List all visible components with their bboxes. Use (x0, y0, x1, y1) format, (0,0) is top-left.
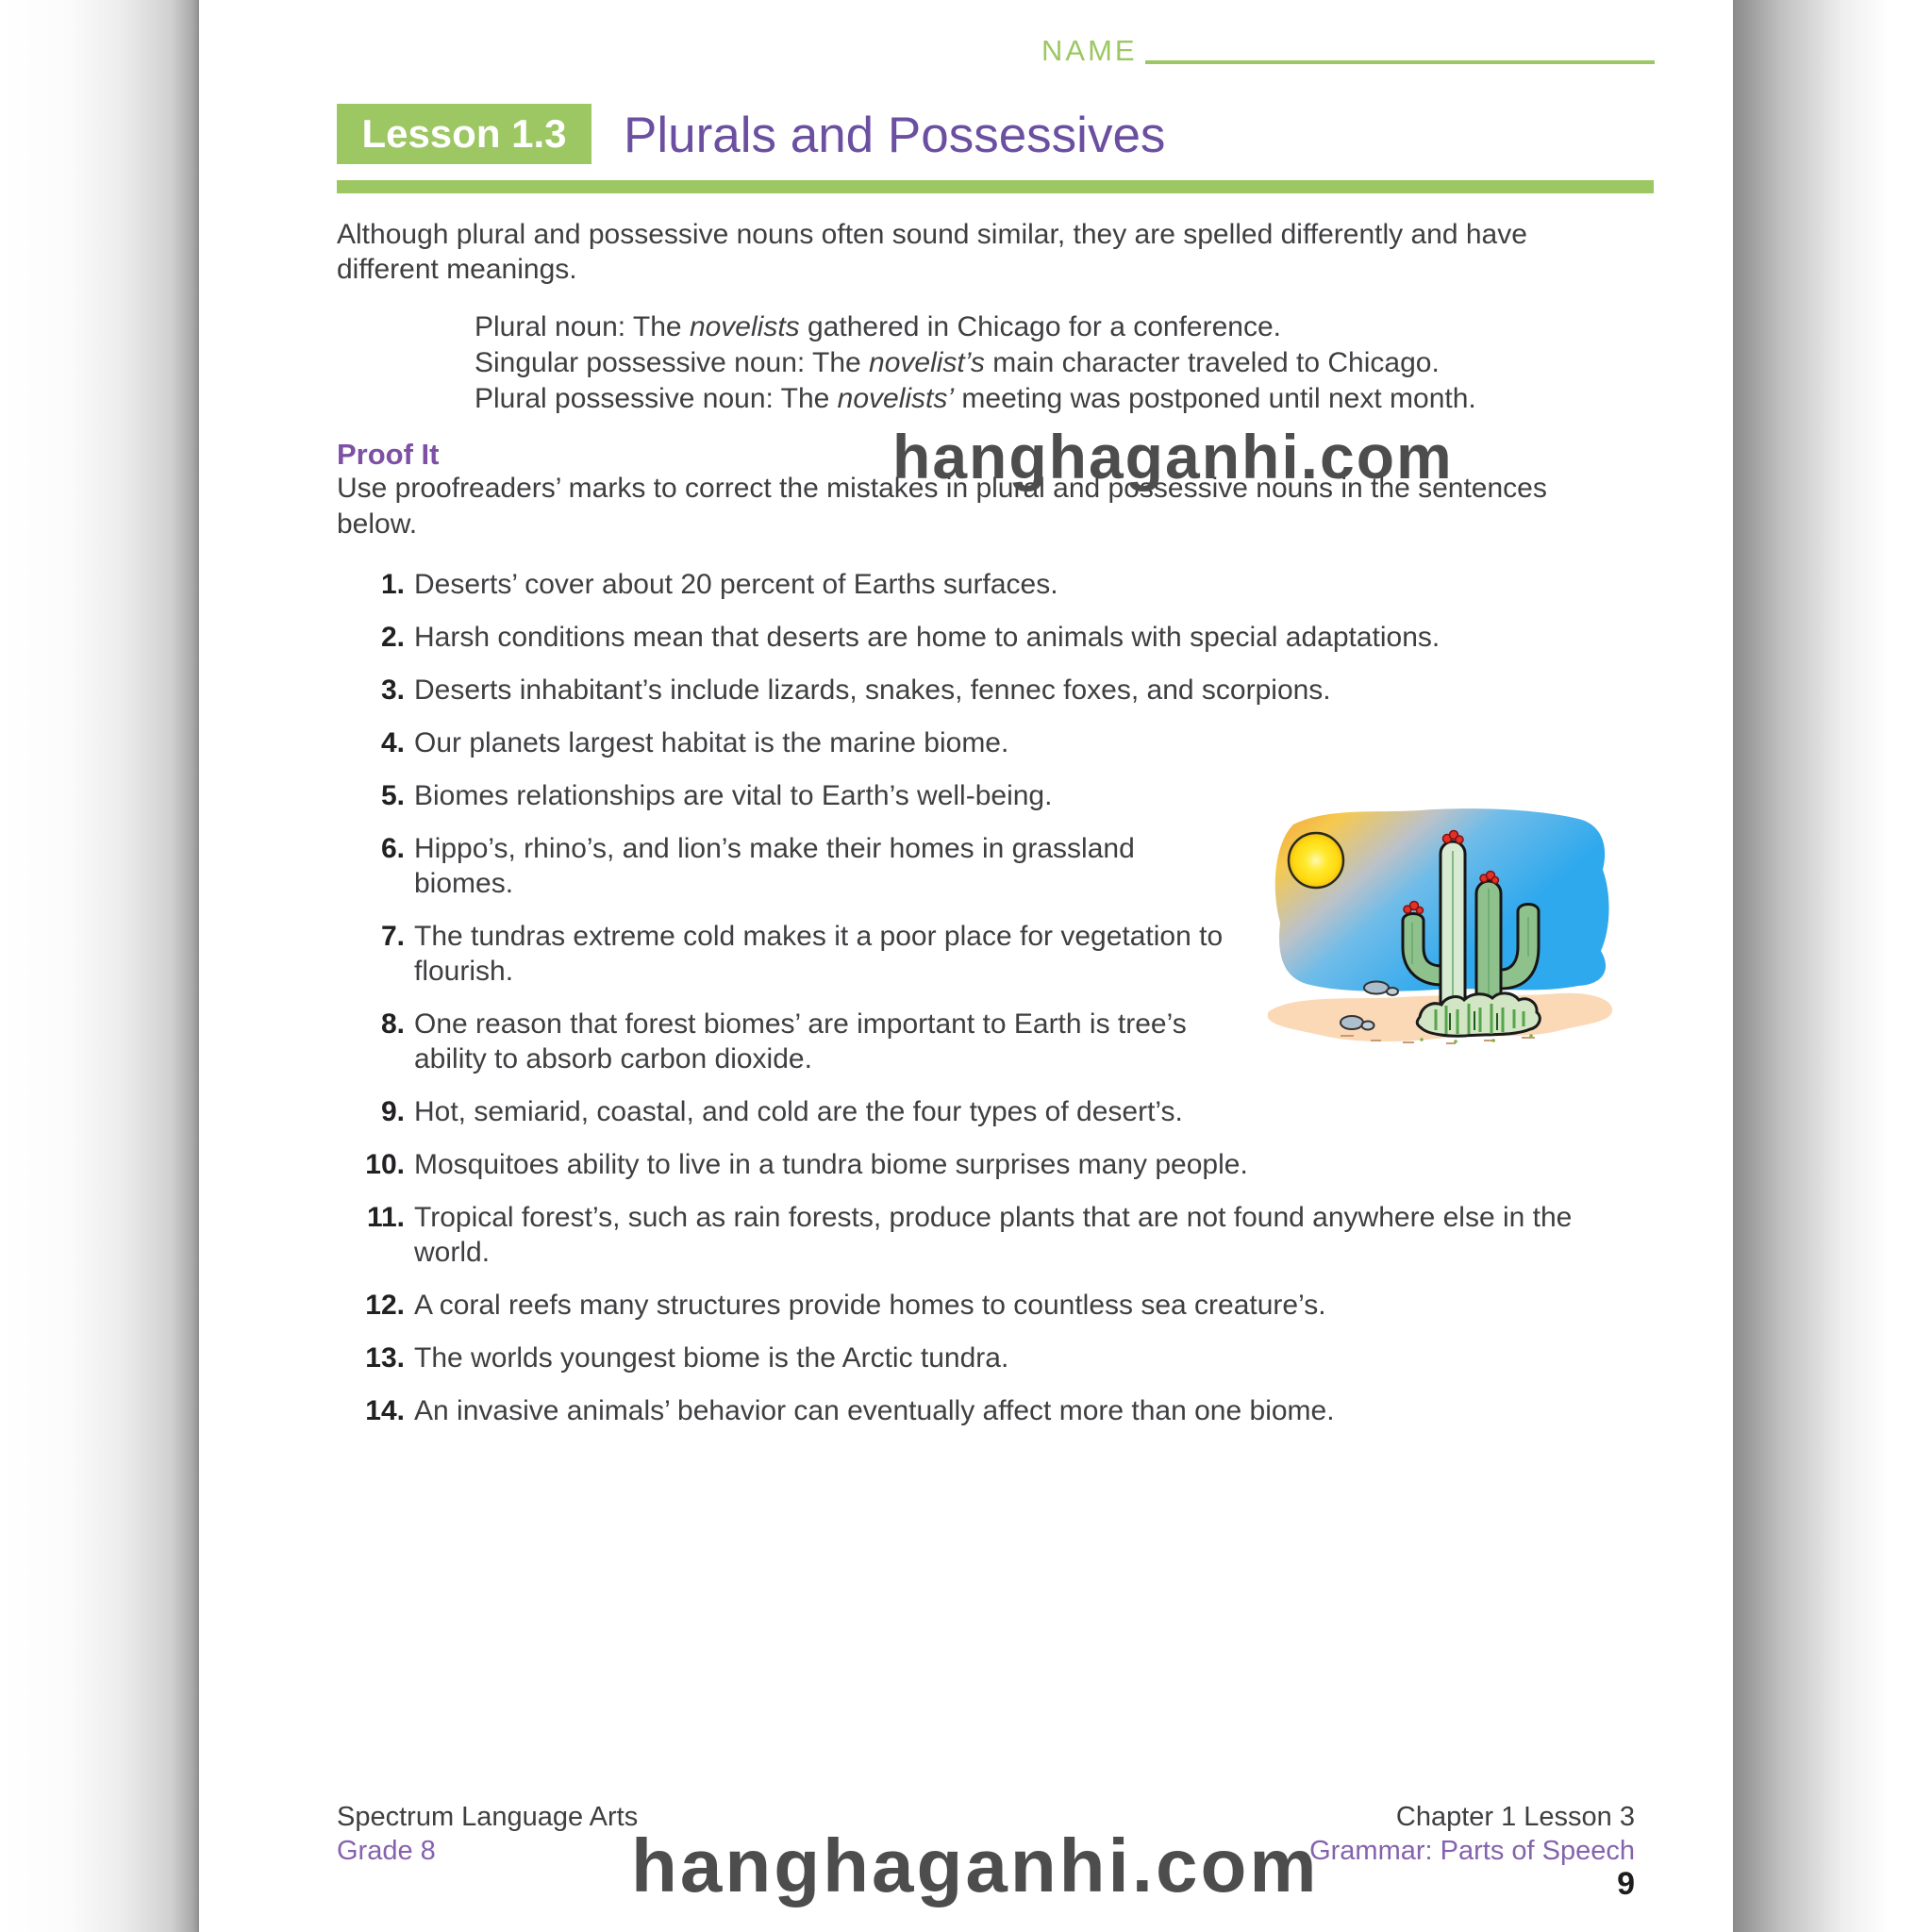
example-line (475, 345, 1476, 381)
name-label: NAME (1041, 34, 1138, 67)
footer-right (1309, 1800, 1635, 1868)
example-line (475, 309, 1476, 345)
item-text: Mosquitoes ability to live in a tundra biome surprises many people. (414, 1149, 1248, 1180)
example-list (475, 309, 1476, 417)
watermark-top: hanghaganhi.com (892, 422, 1454, 491)
item-number: 3. (380, 675, 405, 706)
item-text: Tropical forest’s, such as rain forests, produce plants that are not found anywhere else in the world. (414, 1202, 1573, 1268)
item-text: Biomes relationships are vital to Earth’s well-being. (414, 780, 1053, 811)
proof-item (337, 1393, 1646, 1428)
header-rule (337, 180, 1654, 193)
example-suffix: gathered in Chicago for a conference. (799, 311, 1281, 342)
item-text: Deserts’ cover about 20 percent of Earths surfaces. (414, 569, 1058, 600)
sun-icon (1289, 833, 1343, 888)
proof-item (337, 1200, 1646, 1270)
item-number: 2. (380, 622, 405, 653)
footer-series: Spectrum Language Arts (337, 1802, 639, 1832)
proof-item (337, 1288, 1646, 1323)
intro-paragraph: Although plural and possessive nouns often sound similar, they are spelled differently and have different meanings. (337, 219, 1527, 285)
item-text: Our planets largest habitat is the marine biome. (414, 727, 1009, 758)
item-text: An invasive animals’ behavior can eventually affect more than one biome. (414, 1395, 1335, 1426)
example-prefix: Plural noun: The (475, 311, 690, 342)
proof-it-heading: Proof It (337, 438, 440, 471)
example-prefix: Plural possessive noun: The (475, 383, 838, 414)
proof-item (337, 1341, 1646, 1375)
proof-item (337, 1147, 1646, 1182)
item-number: 14. (365, 1395, 405, 1426)
item-text: Hippo’s, rhino’s, and lion’s make their homes in grassland biomes. (414, 833, 1135, 899)
item-text: Harsh conditions mean that deserts are home to animals with special adaptations. (414, 622, 1441, 653)
item-number: 13. (365, 1342, 405, 1374)
example-suffix: meeting was postponed until next month. (954, 383, 1476, 414)
example-italic-word: novelists’ (837, 383, 955, 414)
item-number: 1. (380, 569, 405, 600)
item-text: Deserts inhabitant’s include lizards, snakes, fennec foxes, and scorpions. (414, 675, 1331, 706)
example-suffix: main character traveled to Chicago. (984, 347, 1440, 378)
item-text: The tundras extreme cold makes it a poor place for vegetation to flourish. (414, 921, 1224, 987)
lesson-badge: Lesson 1.3 (337, 104, 591, 164)
name-blank-line (1145, 60, 1655, 64)
proof-it-instructions: Use proofreaders’ marks to correct the mistakes in plural and possessive nouns in the sentences below. (337, 473, 1547, 540)
proof-item (337, 725, 1646, 760)
item-number: 10. (365, 1149, 405, 1180)
page-left-shadow (0, 0, 199, 1932)
item-text: The worlds youngest biome is the Arctic tundra. (414, 1342, 1009, 1374)
watermark-bottom: hanghaganhi.com (631, 1824, 1320, 1907)
footer-chapter: Chapter 1 Lesson 3 (1395, 1802, 1635, 1832)
item-number: 9. (380, 1096, 405, 1127)
page-number: 9 (1617, 1866, 1635, 1902)
item-text: One reason that forest biomes’ are important to Earth is tree’s ability to absorb carbon dioxide. (414, 1008, 1187, 1074)
item-number: 7. (380, 921, 405, 952)
footer-grade: Grade 8 (337, 1836, 436, 1866)
proof-item (337, 567, 1646, 602)
footer-left (337, 1800, 638, 1868)
item-number: 4. (380, 727, 405, 758)
proof-item (337, 620, 1646, 655)
page-right-shadow (1733, 0, 1932, 1932)
example-line (475, 381, 1476, 417)
example-italic-word: novelists (689, 311, 800, 342)
item-text: A coral reefs many structures provide homes to countless sea creature’s. (414, 1290, 1326, 1321)
desert-cactus-illustration (1260, 798, 1621, 1053)
workbook-page (199, 0, 1733, 1932)
page-title: Plurals and Possessives (624, 108, 1166, 163)
example-prefix: Singular possessive noun: The (475, 347, 870, 378)
item-number: 12. (365, 1290, 405, 1321)
item-text: Hot, semiarid, coastal, and cold are the four types of desert’s. (414, 1096, 1183, 1127)
item-number: 6. (380, 833, 405, 864)
item-number: 8. (380, 1008, 405, 1040)
example-italic-word: novelist’s (869, 347, 985, 378)
item-number: 11. (366, 1202, 405, 1233)
footer-section: Grammar: Parts of Speech (1309, 1836, 1635, 1866)
proof-item (337, 673, 1646, 708)
proof-item (337, 1094, 1646, 1129)
item-number: 5. (380, 780, 405, 811)
